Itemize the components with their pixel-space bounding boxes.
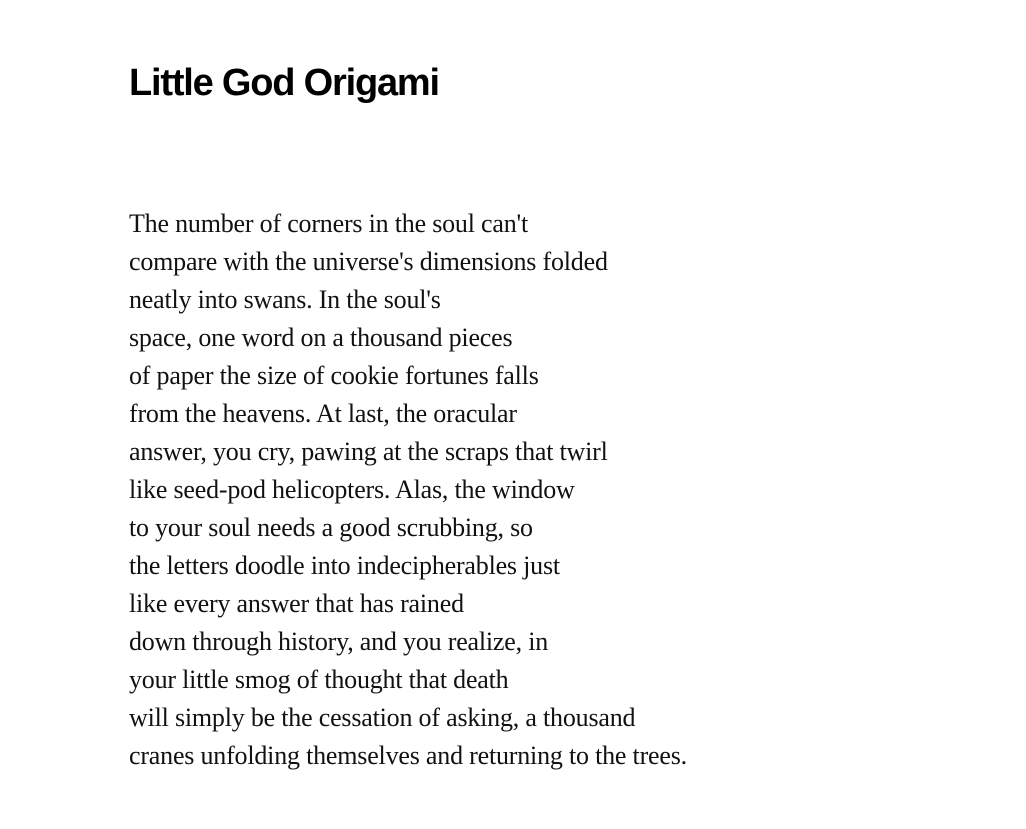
poem-line: your little smog of thought that death	[129, 665, 509, 694]
poem-line: to your soul needs a good scrubbing, so	[129, 513, 533, 542]
poem-line: will simply be the cessation of asking, a thousand	[129, 703, 636, 732]
poem-line: compare with the universe's dimensions folded	[129, 247, 608, 276]
poem-line: The number of corners in the soul can't	[129, 209, 529, 238]
poem-line: of paper the size of cookie fortunes falls	[129, 361, 539, 390]
poem-body	[129, 205, 687, 775]
poem-line: answer, you cry, pawing at the scraps that twirl	[129, 437, 608, 466]
poem-line: from the heavens. At last, the oracular	[129, 399, 517, 428]
poem-line: like seed-pod helicopters. Alas, the window	[129, 475, 575, 504]
poem-line: neatly into swans. In the soul's	[129, 285, 441, 314]
poem-line: down through history, and you realize, in	[129, 627, 549, 656]
poem-line: like every answer that has rained	[129, 589, 464, 618]
poem-line: the letters doodle into indecipherables just	[129, 551, 560, 580]
poem-line: space, one word on a thousand pieces	[129, 323, 513, 352]
poem-line: cranes unfolding themselves and returning to the trees.	[129, 741, 687, 770]
poem-title: Little God Origami	[129, 62, 439, 104]
